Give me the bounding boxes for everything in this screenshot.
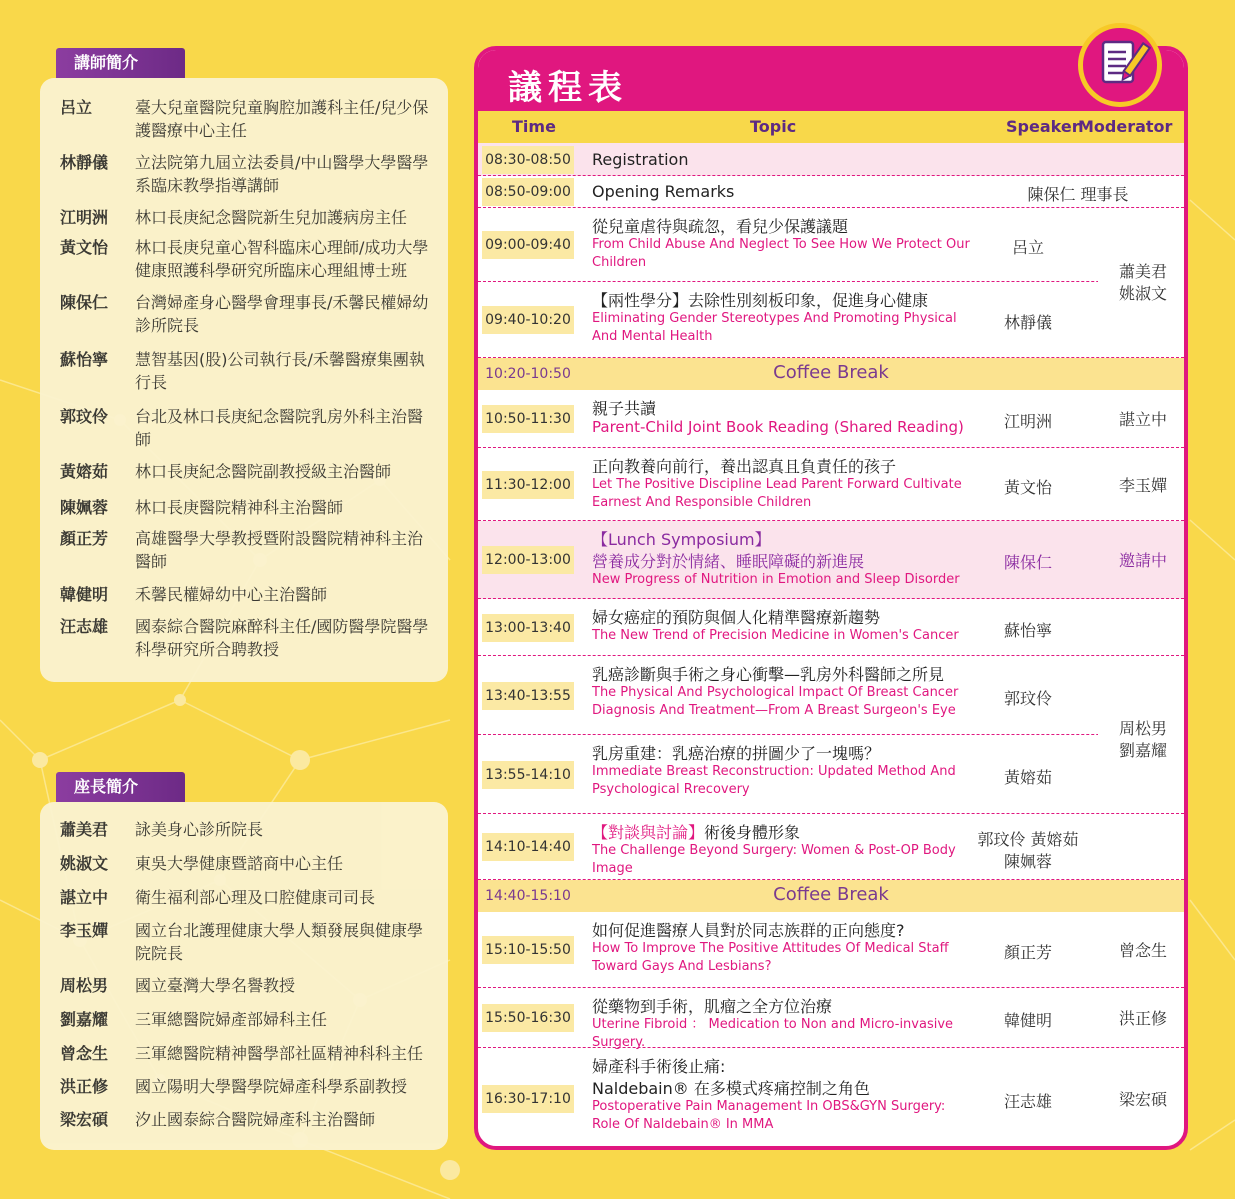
agenda-row (478, 735, 1184, 814)
topic-english: New Progress of Nutrition in Emotion and Sleep Disorder (592, 572, 960, 587)
bio-desc: 三軍總醫院婦產部婦科主任 (135, 1010, 328, 1029)
topic-english: Immediate Breast Reconstruction: Updated Method And Psychological Rrecovery (592, 764, 956, 797)
speaker-name: 郭玟伶 黃嫆茹 (977, 830, 1079, 849)
bio-desc: 立法院第九屆立法委員/中山醫學大學醫學系臨床教學指導講師 (135, 153, 429, 195)
time-cell: 09:40-10:20 (482, 306, 574, 334)
bio-name: 姚淑文 (60, 854, 109, 873)
bio-name: 黃嫆茹 (60, 462, 109, 481)
topic-subtitle: 營養成分對於情緒、睡眠障礙的新進展 (592, 552, 865, 571)
topic-english: The New Trend of Precision Medicine in Women's Cancer (592, 628, 959, 643)
bio-desc: 林口長庚紀念醫院副教授級主治醫師 (135, 462, 392, 481)
topic-title: Registration (592, 149, 689, 169)
agenda-row (478, 599, 1184, 656)
agenda-break-row (478, 880, 1184, 912)
topic-title: 婦女癌症的預防與個人化精準醫療新趨勢 (592, 608, 881, 627)
topic-title: 從兒童虐待與疏忽，看兒少保護議題 (592, 217, 849, 236)
bio-name: 劉嘉耀 (60, 1010, 109, 1029)
bio-desc: 臺大兒童醫院兒童胸腔加護科主任/兒少保護醫療中心主任 (135, 98, 429, 140)
topic-title: 【Lunch Symposium】 (592, 530, 771, 549)
speaker-name: 陳姵蓉 (1003, 852, 1052, 871)
bio-name: 梁宏碩 (60, 1110, 109, 1129)
bio-desc: 林口長庚醫院精神科主治醫師 (135, 498, 344, 517)
time-cell: 08:50-09:00 (482, 178, 574, 206)
bio-name: 林靜儀 (60, 153, 109, 172)
break-label: Coffee Break (773, 884, 889, 905)
topic-english: How To Improve The Positive Attitudes Of Medical Staff Toward Gays And Lesbians? (592, 941, 949, 974)
speaker-name: 蘇怡寧 (1003, 620, 1052, 640)
agenda-row (478, 176, 1184, 208)
bio-desc: 禾馨民權婦幼中心主治醫師 (135, 585, 328, 604)
agenda-row (478, 988, 1184, 1048)
agenda-row (478, 282, 1184, 358)
col-speaker: Speaker (1006, 117, 1080, 136)
topic-title: 【兩性學分】去除性別刻板印象，促進身心健康 (592, 291, 929, 310)
speaker-name: 黃嫆茹 (1003, 767, 1052, 787)
topic-subtitle: Naldebain® 在多模式疼痛控制之角色 (592, 1079, 870, 1098)
topic-english: Let The Positive Discipline Lead Parent Forward Cultivate Earnest And Responsible Children (592, 477, 962, 510)
moderator-name: 蕭美君 (1118, 262, 1167, 281)
bio-name: 陳保仁 (60, 293, 109, 312)
chairs-panel-title: 座長簡介 (56, 772, 185, 802)
bio-desc: 衛生福利部心理及口腔健康司司長 (135, 888, 376, 907)
moderator-name: 洪正修 (1118, 1009, 1167, 1028)
moderator-name: 諶立中 (1118, 410, 1167, 429)
col-moderator: Moderator (1078, 117, 1173, 136)
agenda-row (478, 1048, 1184, 1150)
time-cell: 16:30-17:10 (482, 1085, 574, 1113)
bio-name: 周松男 (60, 976, 109, 995)
col-topic: Topic (750, 117, 797, 136)
speaker-name: 顏正芳 (1003, 943, 1052, 962)
agenda-title: 議程表 (508, 68, 628, 108)
moderator-name: 周松男 (1118, 718, 1167, 738)
moderator-name: 邀請中 (1118, 551, 1167, 570)
bio-name: 曾念生 (60, 1044, 109, 1063)
bio-desc: 國立台北護理健康大學人類發展與健康學院院長 (135, 921, 424, 963)
agenda-row (478, 521, 1184, 599)
agenda-row (478, 912, 1184, 988)
bio-desc: 汐止國泰綜合醫院婦產科主治醫師 (135, 1110, 376, 1129)
moderator-name: 姚淑文 (1118, 284, 1167, 303)
speaker-name: 林靜儀 (1003, 313, 1052, 332)
moderator-merged (1098, 718, 1188, 762)
time-cell: 10:50-11:30 (482, 405, 574, 433)
time-cell: 15:10-15:50 (482, 936, 574, 964)
topic-english: Uterine Fibroid ： Medication to Non and Micro-invasive Surgery. (592, 1017, 954, 1050)
bio-name: 呂立 (60, 98, 93, 117)
topic-title (592, 820, 800, 843)
speaker-name: 黃文怡 (1003, 477, 1052, 497)
topic-tag: 【對談與討論】 (592, 823, 705, 842)
speakers-panel-title: 講師簡介 (56, 48, 185, 78)
bio-name: 郭玟伶 (60, 407, 109, 426)
moderator-merged (1098, 261, 1188, 305)
agenda-break-row (478, 358, 1184, 390)
speaker-name: 陳保仁 理事長 (1027, 185, 1129, 204)
bio-desc: 慧智基因(股)公司執行長/禾馨醫療集團執行長 (135, 350, 425, 392)
bio-desc: 國立臺灣大學名譽教授 (135, 976, 296, 995)
bio-name: 蘇怡寧 (60, 350, 109, 369)
speaker-name: 陳保仁 (1003, 553, 1052, 572)
topic-english: Postoperative Pain Management In OBS&GYN Surgery: Role Of Naldebain® In MMA (592, 1099, 946, 1132)
bio-desc: 林口長庚紀念醫院新生兒加護病房主任 (135, 208, 408, 227)
topic-title: 乳房重建：乳癌治療的拼圖少了一塊嗎？ (592, 744, 881, 763)
bio-desc: 台灣婦產身心醫學會理事長/禾馨民權婦幼診所院長 (135, 293, 429, 335)
agenda-row (478, 814, 1184, 880)
time-cell: 13:55-14:10 (482, 761, 574, 789)
bio-desc: 台北及林口長庚紀念醫院乳房外科主治醫師 (135, 407, 424, 449)
topic-english: The Challenge Beyond Surgery: Women & Post-OP Body Image (592, 843, 956, 876)
bio-desc: 詠美身心診所院長 (135, 820, 264, 839)
bio-name: 陳姵蓉 (60, 498, 109, 517)
speaker-name: 郭玟伶 (1003, 688, 1052, 708)
speaker-name: 呂立 (1011, 238, 1044, 257)
time-cell: 09:00-09:40 (482, 231, 574, 259)
speaker-name: 韓健明 (1003, 1011, 1052, 1030)
agenda-card (474, 46, 1188, 1150)
agenda-row (478, 390, 1184, 448)
agenda-row (478, 208, 1184, 282)
time-cell: 15:50-16:30 (482, 1004, 574, 1032)
bio-desc: 國泰綜合醫院麻醉科主任/國防醫學院醫學科學研究所合聘教授 (135, 617, 429, 659)
bio-name: 黃文怡 (60, 238, 109, 257)
bio-name: 顏正芳 (60, 529, 109, 548)
topic-title: 正向教養向前行，養出認真且負責任的孩子 (592, 457, 897, 476)
bio-desc: 三軍總醫院精神醫學部社區精神科科主任 (135, 1044, 424, 1063)
bio-desc: 東吳大學健康暨諮商中心主任 (135, 854, 344, 873)
agenda-row (478, 143, 1184, 176)
time-cell: 08:30-08:50 (482, 146, 574, 174)
topic-title: Opening Remarks (592, 182, 735, 201)
bio-name: 韓健明 (60, 585, 109, 604)
moderator-name: 劉嘉耀 (1118, 740, 1167, 760)
time-cell: 14:40-15:10 (485, 888, 571, 904)
topic-english: Parent-Child Joint Book Reading (Shared Reading) (592, 418, 964, 436)
speakers-panel (40, 78, 448, 682)
topic-title: 親子共讀 (592, 399, 657, 418)
topic-english: The Physical And Psychological Impact Of Breast Cancer Diagnosis And Treatment—From A Breast Surgeon's Eye (592, 685, 959, 718)
bio-name: 江明洲 (60, 208, 109, 227)
agenda-column-headers (478, 111, 1184, 143)
bio-name: 李玉嬋 (60, 921, 109, 940)
time-cell: 12:00-13:00 (482, 546, 574, 574)
speaker-name: 江明洲 (1003, 412, 1052, 431)
topic-title: 婦產科手術後止痛: (592, 1057, 726, 1076)
moderator-name: 李玉嬋 (1118, 475, 1167, 495)
topic-english: From Child Abuse And Neglect To See How We Protect Our Children (592, 237, 970, 270)
bio-name: 汪志雄 (60, 617, 109, 636)
topic-english: Eliminating Gender Stereotypes And Promoting Physical And Mental Health (592, 311, 957, 344)
topic-title: 從藥物到手術，肌瘤之全方位治療 (592, 997, 833, 1016)
checklist-icon (1078, 23, 1162, 107)
time-cell: 10:20-10:50 (485, 366, 571, 382)
time-cell: 13:00-13:40 (482, 614, 574, 642)
topic-title: 乳癌診斷與手術之身心衝擊—乳房外科醫師之所見 (592, 665, 945, 684)
time-cell: 11:30-12:00 (482, 471, 574, 499)
break-label: Coffee Break (773, 362, 889, 383)
bio-desc: 國立陽明大學醫學院婦產科學系副教授 (135, 1077, 408, 1096)
agenda-row (478, 656, 1184, 735)
topic-title: 如何促進醫療人員對於同志族群的正向態度? (592, 921, 905, 940)
bio-name: 諶立中 (60, 888, 109, 907)
time-cell: 13:40-13:55 (482, 682, 574, 710)
moderator-name: 曾念生 (1118, 941, 1167, 960)
bio-desc: 林口長庚兒童心智科臨床心理師/成功大學健康照護科學研究所臨床心理組博士班 (135, 238, 429, 280)
chairs-panel (40, 802, 448, 1150)
bio-desc: 高雄醫學大學教授暨附設醫院精神科主治醫師 (135, 529, 424, 571)
speaker-name: 汪志雄 (1003, 1092, 1052, 1111)
agenda-row (478, 448, 1184, 521)
moderator-name: 梁宏碩 (1118, 1090, 1167, 1109)
col-time: Time (512, 117, 556, 136)
bio-name: 蕭美君 (60, 820, 109, 839)
topic-title-text: 術後身體形象 (704, 823, 801, 842)
time-cell: 14:10-14:40 (482, 833, 574, 861)
bio-name: 洪正修 (60, 1077, 109, 1096)
